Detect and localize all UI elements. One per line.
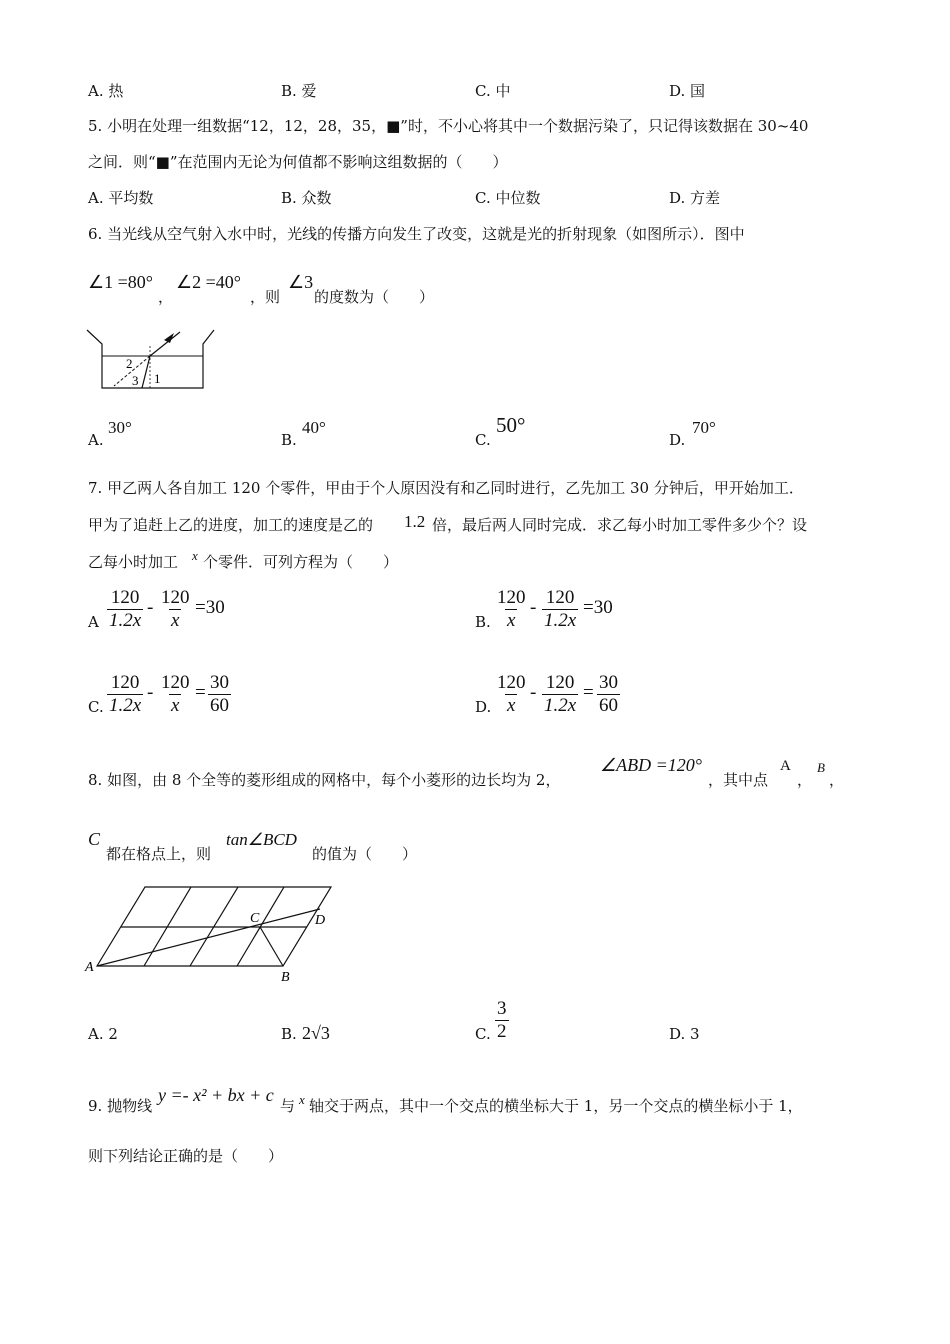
q6-option-a-label: A. bbox=[88, 431, 104, 449]
q7-c-frac1: $\frac{120}{1.2x}$ bbox=[109, 672, 142, 716]
q6-stem-line1: 6. 当光线从空气射入水中时，光线的传播方向发生了改变，这就是光的折射现象（如图所示）．图中 bbox=[88, 225, 745, 243]
q9-x-axis-var: x bbox=[299, 1092, 305, 1107]
q8-segment-ad bbox=[97, 909, 320, 966]
q8-rhombus-grid-figure bbox=[84, 883, 344, 983]
q8-option-d: D. 3 bbox=[669, 1025, 700, 1043]
q9-stem-line1b: 与 bbox=[280, 1097, 296, 1115]
q7-stem-line3c: 个零件．可列方程为（ ） bbox=[203, 553, 399, 571]
q6-option-a-value: 30° bbox=[108, 418, 132, 437]
q6-option-d-value: 70° bbox=[692, 418, 716, 437]
q8-fig-label-b: B bbox=[281, 970, 290, 985]
q8-fig-label-c: C bbox=[250, 911, 260, 926]
q8-option-b-value: 2√3 bbox=[302, 1023, 330, 1043]
q6-label-1: 1 bbox=[154, 371, 161, 386]
q8-stem-line1a: 8. 如图，由 8 个全等的菱形组成的网格中，每个小菱形的边长均为 2， bbox=[88, 771, 561, 789]
q7-stem-line3a: 乙每小时加工 bbox=[88, 553, 179, 571]
q7-stem-line1: 7. 甲乙两人各自加工 120 个零件，甲由于个人原因没有和乙同时进行，乙先加工 30 分钟后，甲开始加工． bbox=[88, 479, 804, 497]
q8-tan-bcd: tan∠BCD bbox=[226, 830, 297, 849]
q7-option-c-label: C. bbox=[88, 698, 104, 716]
q9-stem-line1a: 9. 抛物线 bbox=[88, 1097, 153, 1115]
q7-d-frac1: $\frac{120}{x}$ bbox=[497, 672, 526, 716]
q7-d-rhs-frac: $\frac{30}{60}$ bbox=[599, 672, 618, 716]
q6-incident-ray bbox=[150, 332, 180, 356]
q4-option-d: D. 国 bbox=[669, 82, 706, 100]
q6-container-outline bbox=[87, 330, 214, 388]
q8-angle-abd: ∠ABD =120° bbox=[600, 755, 702, 775]
q8-option-b-label: B. bbox=[281, 1025, 297, 1043]
q6-option-b-label: B. bbox=[281, 431, 297, 449]
q6-stem-tail: 的度数为（ ） bbox=[314, 288, 435, 306]
q7-b-frac1: $\frac{120}{x}$ bbox=[497, 587, 526, 631]
q6-option-c-value: 50° bbox=[496, 413, 526, 437]
q7-stem-line2a: 甲为了追赶上乙的进度，加工的速度是乙的 bbox=[88, 516, 374, 534]
q5-stem-line2: 之间．则“■”在范围内无论为何值都不影响这组数据的（ ） bbox=[88, 153, 508, 171]
q8-stem-line2a: 都在格点上，则 bbox=[106, 845, 212, 863]
q6-option-d-label: D. bbox=[669, 431, 686, 449]
q6-angle3: ∠3 bbox=[288, 272, 314, 292]
q7-option-d-label: D. bbox=[475, 698, 492, 716]
q8-fig-label-d: D bbox=[315, 913, 326, 928]
q7-b-rhs: =30 bbox=[583, 597, 613, 618]
q5-stem-line1: 5. 小明在处理一组数据“12，12，28，35，■”时，不小心将其中一个数据污染了，只记得该数据在 30~40 bbox=[88, 117, 809, 135]
q7-c-eq: = bbox=[195, 682, 206, 703]
q6-then: ，则 bbox=[250, 288, 281, 306]
q4-option-a: A. 热 bbox=[88, 82, 124, 100]
q8-option-c-fraction: $\frac{3}{2}$ bbox=[497, 998, 507, 1042]
q6-option-b-value: 40° bbox=[302, 418, 326, 437]
q6-refraction-figure bbox=[84, 326, 224, 396]
q7-c-minus: - bbox=[147, 682, 154, 703]
q6-option-c-label: C. bbox=[475, 431, 491, 449]
q6-label-2: 2 bbox=[126, 356, 133, 371]
q8-point-a: A bbox=[780, 758, 791, 774]
q7-a-rhs: =30 bbox=[195, 597, 225, 618]
q8-point-c: C bbox=[88, 829, 101, 849]
q7-option-b-label: B. bbox=[475, 613, 491, 631]
q5-option-c: C. 中位数 bbox=[475, 189, 541, 207]
q8-stem-line1b: ，其中点 bbox=[708, 771, 769, 789]
q8-segment-bc bbox=[260, 927, 283, 966]
q4-option-c: C. 中 bbox=[475, 82, 511, 100]
q8-sep2: ， bbox=[829, 771, 845, 789]
q8-option-a: A. 2 bbox=[88, 1025, 118, 1043]
q6-label-3: 3 bbox=[132, 373, 139, 388]
q6-angle2: ∠2 =40° bbox=[176, 272, 241, 292]
q8-point-b: B bbox=[817, 760, 825, 775]
q9-parabola-equation: y =- x² + bx + c bbox=[158, 1085, 274, 1105]
q8-sep1: ， bbox=[797, 771, 813, 789]
q6-comma: ， bbox=[158, 288, 174, 306]
q5-option-b: B. 众数 bbox=[281, 189, 332, 207]
q7-stem-line2c: 倍，最后两人同时完成．求乙每小时加工零件多少个？设 bbox=[432, 516, 808, 534]
q6-angle1: ∠1 =80° bbox=[88, 272, 153, 292]
q7-a-frac2: $\frac{120}{x}$ bbox=[161, 587, 190, 631]
q5-option-a: A. 平均数 bbox=[88, 189, 154, 207]
q7-option-a-label: A bbox=[88, 613, 99, 631]
q8-fig-label-a: A bbox=[85, 960, 94, 975]
q4-option-b: B. 爱 bbox=[281, 82, 317, 100]
q5-option-d: D. 方差 bbox=[669, 189, 721, 207]
q7-d-eq: = bbox=[583, 682, 594, 703]
q8-option-c-label: C. bbox=[475, 1025, 491, 1043]
q9-stem-line1c: 轴交于两点，其中一个交点的横坐标大于 1，另一个交点的横坐标小于 1， bbox=[309, 1097, 803, 1115]
q6-refracted-ray bbox=[142, 356, 150, 388]
q7-b-frac2: $\frac{120}{1.2x}$ bbox=[544, 587, 577, 631]
q8-stem-line2b: 的值为（ ） bbox=[312, 845, 418, 863]
q7-a-minus: - bbox=[147, 597, 154, 618]
q7-d-minus: - bbox=[530, 682, 537, 703]
q7-b-minus: - bbox=[530, 597, 537, 618]
q7-rate-value: 1.2 bbox=[404, 512, 426, 531]
q9-stem-line2: 则下列结论正确的是（ ） bbox=[88, 1147, 284, 1165]
q7-var-x: x bbox=[192, 548, 198, 563]
q7-d-frac2: $\frac{120}{1.2x}$ bbox=[544, 672, 577, 716]
q7-a-frac1: $\frac{120}{1.2x}$ bbox=[109, 587, 142, 631]
q7-c-frac2: $\frac{120}{x}$ bbox=[161, 672, 190, 716]
q7-c-rhs-frac: $\frac{30}{60}$ bbox=[210, 672, 229, 716]
